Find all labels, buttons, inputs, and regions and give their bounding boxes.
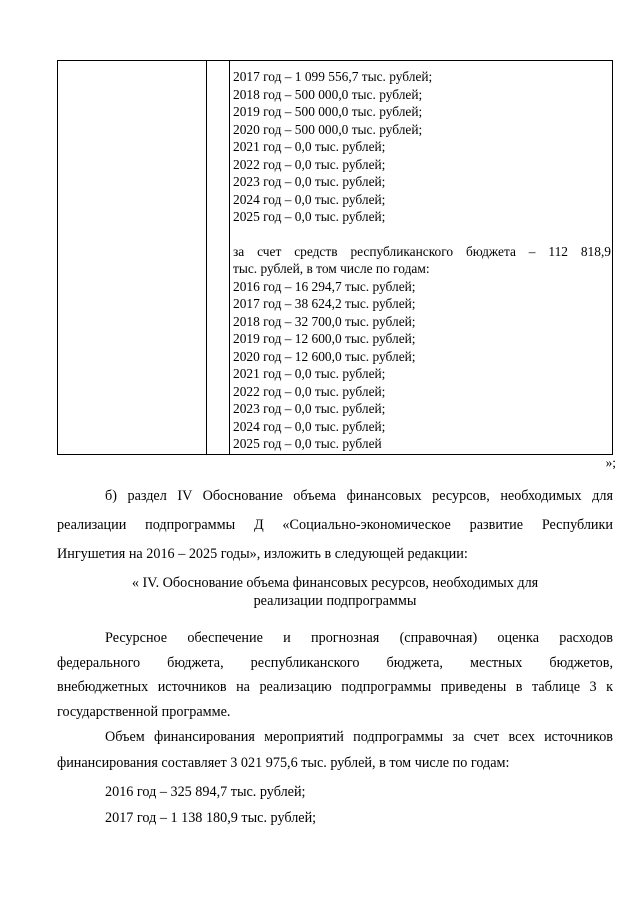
paragraph-line: Ресурсное обеспечение и прогнозная (справочная) оценка расходов — [105, 630, 613, 646]
section-heading — [57, 574, 613, 610]
table-line: 2021 год – 0,0 тыс. рублей; — [233, 366, 386, 381]
closing-quote: »; — [605, 455, 616, 470]
paragraph-line: Ингушетия на 2016 – 2025 годы», изложить в следующей редакции: — [57, 546, 468, 562]
table-line: 2025 год – 0,0 тыс. рублей; — [233, 209, 386, 224]
funding-table-continuation — [57, 60, 613, 455]
table-line: 2021 год – 0,0 тыс. рублей; — [233, 139, 386, 154]
year-funding-line: 2017 год – 1 138 180,9 тыс. рублей; — [105, 810, 317, 826]
table-line: 2023 год – 0,0 тыс. рублей; — [233, 174, 386, 189]
republic-budget-line: за счет средств республиканского бюджета – 112 818,9 — [233, 243, 611, 259]
table-line: 2025 год – 0,0 тыс. рублей — [233, 436, 382, 451]
table-line: 2023 год – 0,0 тыс. рублей; — [233, 401, 386, 416]
table-line: 2018 год – 32 700,0 тыс. рублей; — [233, 313, 416, 329]
paragraph-line: финансирования составляет 3 021 975,6 тыс. рублей, в том числе по годам: — [57, 755, 510, 771]
table-funding-cell — [233, 68, 611, 453]
table-line: 2017 год – 1 099 556,7 тыс. рублей; — [233, 69, 433, 84]
table-column-divider — [206, 61, 207, 454]
table-line: 2018 год – 500 000,0 тыс. рублей; — [233, 86, 423, 102]
table-line: 2022 год – 0,0 тыс. рублей; — [233, 156, 386, 172]
heading-line: реализации подпрограммы — [253, 593, 417, 609]
paragraph-line: внебюджетных источников на реализацию подпрограммы приведены в таблице 3 к — [57, 679, 613, 695]
paragraph-line: Объем финансирования мероприятий подпрограммы за счет всех источников — [105, 729, 613, 745]
table-line: 2022 год – 0,0 тыс. рублей; — [233, 383, 386, 399]
table-line: 2020 год – 12 600,0 тыс. рублей; — [233, 348, 416, 364]
paragraph-line: государственной программе. — [57, 703, 231, 720]
republic-budget-line: тыс. рублей, в том числе по годам: — [233, 261, 430, 276]
table-column-divider — [229, 61, 230, 454]
paragraph-volume — [57, 724, 613, 776]
table-line: 2024 год – 0,0 тыс. рублей; — [233, 191, 386, 207]
year-funding-line: 2016 год – 325 894,7 тыс. рублей; — [105, 784, 306, 800]
table-line: 2017 год – 38 624,2 тыс. рублей; — [233, 296, 416, 311]
paragraph-line: реализации подпрограммы Д «Социально-экономическое развитие Республики — [57, 517, 613, 533]
table-line: 2020 год – 500 000,0 тыс. рублей; — [233, 121, 423, 137]
paragraph-line: федерального бюджета, республиканского бюджета, местных бюджетов, — [57, 654, 613, 671]
table-line: 2016 год – 16 294,7 тыс. рублей; — [233, 278, 416, 294]
heading-line: « IV. Обоснование объема финансовых ресурсов, необходимых для — [131, 575, 539, 591]
paragraph-line: б) раздел IV Обоснование объема финансовых ресурсов, необходимых для — [105, 488, 613, 504]
paragraph-resources — [57, 626, 613, 724]
table-line: 2019 год – 500 000,0 тыс. рублей; — [233, 104, 423, 119]
table-line: 2019 год – 12 600,0 тыс. рублей; — [233, 331, 416, 346]
blank-line — [233, 226, 611, 243]
table-line: 2024 год – 0,0 тыс. рублей; — [233, 418, 386, 434]
paragraph-b — [57, 482, 613, 569]
